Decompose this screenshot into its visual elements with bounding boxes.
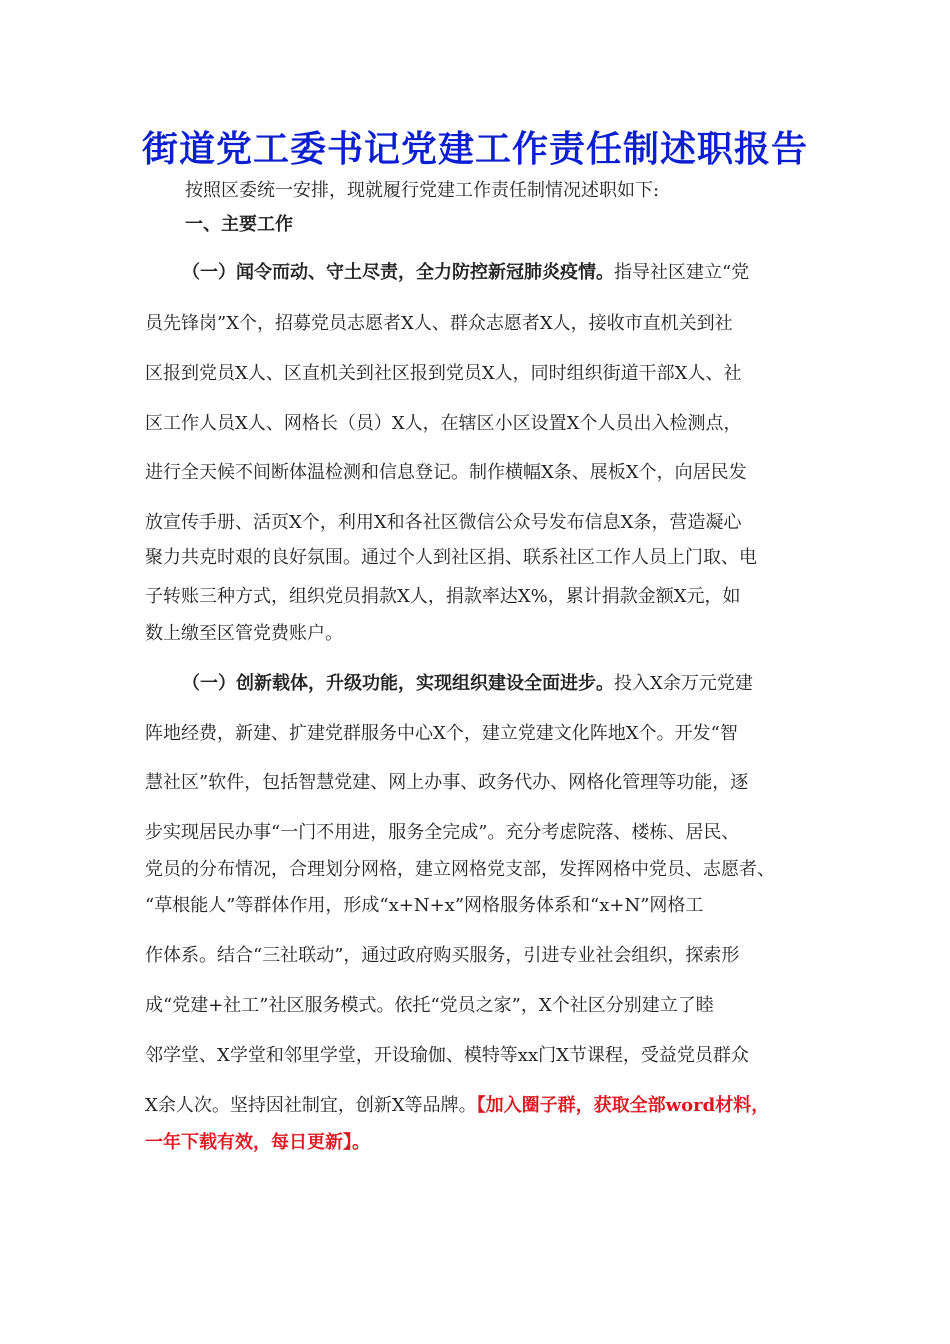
paragraph-2-lead: （一）创新载体，升级功能，实现组织建设全面进步。	[182, 673, 614, 694]
paragraph-2-line: “草根能人”等群体作用，形成“x+N+x”网格服务体系和“x+N”网格工	[145, 895, 704, 916]
paragraph-2-line: 邻学堂、X学堂和邻里学堂，开设瑜伽、模特等xx门X节课程，受益党员群众	[145, 1045, 749, 1066]
paragraph-1-line: 进行全天候不间断体温检测和信息登记。制作横幅X条、展板X个，向居民发	[145, 462, 747, 483]
paragraph-1-text: 指导社区建立“党	[614, 262, 750, 283]
paragraph-2-text: 投入X余万元党建	[614, 673, 753, 694]
paragraph-1-line: 区工作人员X人、网格长（员）X人，在辖区小区设置X个人员出入检测点，	[145, 413, 742, 434]
section-heading: 一、主要工作	[185, 214, 293, 235]
paragraph-1-line: 员先锋岗”X个，招募党员志愿者X人、群众志愿者X人，接收市直机关到社	[145, 313, 733, 334]
paragraph-2-line	[182, 669, 813, 699]
paragraph-1-line: 区报到党员X人、区直机关到社区报到党员X人，同时组织街道干部X人、社	[145, 363, 742, 384]
document-title: 街道党工委书记党建工作责任制述职报告	[141, 128, 808, 170]
paragraph-1-line	[182, 258, 813, 288]
paragraph-2-line: 慧社区”软件，包括智慧党建、网上办事、政务代办、网格化管理等功能，逐	[145, 772, 749, 793]
paragraph-2-line: 阵地经费，新建、扩建党群服务中心X个，建立党建文化阵地X个。开发“智	[145, 723, 738, 744]
paragraph-2-line: 步实现居民办事“一门不用进，服务全完成”。充分考虑院落、楼栋、居民、	[145, 822, 740, 843]
promo-text: 【加入圈子群，获取全部word材料，	[476, 1095, 770, 1116]
paragraph-2-line	[145, 1128, 813, 1158]
paragraph-1-lead: （一）闻令而动、守土尽责，全力防控新冠肺炎疫情。	[182, 262, 614, 283]
paragraph-1-line: 数上缴至区管党费账户。	[145, 623, 343, 644]
paragraph-1-line: 聚力共克时艰的良好氛围。通过个人到社区捐、联系社区工作人员上门取、电	[145, 547, 757, 568]
paragraph-2-line: 党员的分布情况，合理划分网格，建立网格党支部，发挥网格中党员、志愿者、	[145, 859, 775, 880]
paragraph-2-text: X余人次。坚持因社制宜，创新X等品牌。	[145, 1095, 477, 1116]
paragraph-1-line: 放宣传手册、活页X个，利用X和各社区微信公众号发布信息X条，营造凝心	[145, 512, 742, 533]
paragraph-2-line	[145, 1091, 813, 1121]
promo-text: 一年下载有效，每日更新】。	[145, 1132, 370, 1153]
paragraph-2-line: 成“党建+社工”社区服务模式。依托“党员之家”，X个社区分别建立了睦	[145, 995, 714, 1016]
paragraph-1-line: 子转账三种方式，组织党员捐款X人，捐款率达X%，累计捐款金额X元，如	[145, 586, 741, 607]
intro-text: 按照区委统一安排，现就履行党建工作责任制情况述职如下:	[185, 180, 660, 201]
paragraph-2-line: 作体系。结合“三社联动”，通过政府购买服务，引进专业社会组织，探索形	[145, 945, 740, 966]
